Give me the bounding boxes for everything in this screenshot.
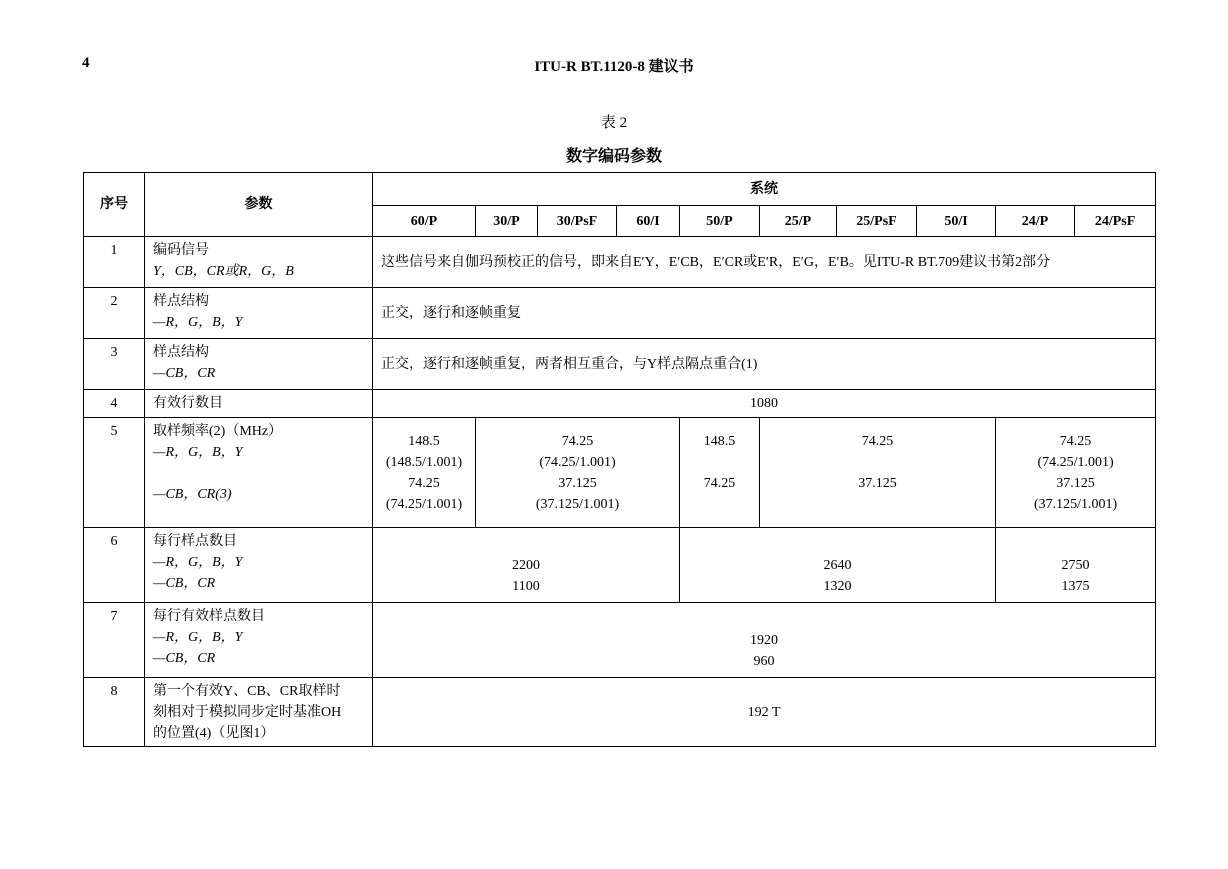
param-line: 每行有效样点数目 bbox=[153, 609, 265, 624]
row-parameter bbox=[145, 603, 373, 678]
row-index: 8 bbox=[84, 678, 145, 747]
value-line: 37.125 bbox=[558, 475, 597, 491]
value-line: (37.125/1.001) bbox=[1033, 496, 1118, 512]
row-parameter bbox=[145, 339, 373, 390]
row-parameter bbox=[145, 288, 373, 339]
value-line: (37.125/1.001) bbox=[535, 496, 620, 512]
param-line: 每行样点数目 bbox=[153, 534, 237, 549]
value-group-50p bbox=[680, 418, 760, 528]
row-parameter: 有效行数目 bbox=[145, 390, 373, 418]
value-line: 1375 bbox=[1061, 578, 1090, 594]
system-col: 50/I bbox=[917, 206, 996, 237]
system-col: 60/P bbox=[373, 206, 476, 237]
value-line: 2750 bbox=[1061, 557, 1090, 573]
row-index: 4 bbox=[84, 390, 145, 418]
param-line: —R，G，B，Y bbox=[153, 445, 243, 460]
row-index: 2 bbox=[84, 288, 145, 339]
system-col: 24/PsF bbox=[1075, 206, 1156, 237]
param-line: 编码信号 bbox=[153, 243, 209, 258]
row-parameter bbox=[145, 418, 373, 528]
value-line: 960 bbox=[753, 653, 775, 669]
row-value: 正交，逐行和逐帧重复，两者相互重合，与Y样点隔点重合(1) bbox=[373, 339, 1156, 390]
system-col: 50/P bbox=[680, 206, 760, 237]
header-parameter: 参数 bbox=[145, 173, 373, 237]
value-line: 74.25 bbox=[861, 433, 894, 449]
param-line: —R，G，B，Y bbox=[153, 630, 243, 645]
value-line: 74.25 bbox=[703, 475, 736, 491]
row-index: 3 bbox=[84, 339, 145, 390]
system-col: 25/PsF bbox=[837, 206, 917, 237]
value-line: 37.125 bbox=[858, 475, 897, 491]
row-index: 1 bbox=[84, 237, 145, 288]
table-row bbox=[84, 390, 1156, 418]
page-number: 4 bbox=[82, 55, 90, 71]
value-group-24-rates bbox=[996, 528, 1156, 603]
value-line: 1320 bbox=[823, 578, 852, 594]
value-line: 148.5 bbox=[703, 433, 736, 449]
table-row bbox=[84, 288, 1156, 339]
header-index: 序号 bbox=[84, 173, 145, 237]
value-line: 1100 bbox=[512, 578, 540, 594]
param-line: —CB，CR bbox=[153, 651, 216, 666]
value-group-30p-60i bbox=[476, 418, 680, 528]
value-line: 74.25 bbox=[1059, 433, 1092, 449]
coding-parameters-table bbox=[83, 172, 1156, 747]
table-row bbox=[84, 678, 1156, 747]
value-group-50-rates bbox=[680, 528, 996, 603]
param-line: —CB，CR(3) bbox=[153, 487, 232, 502]
value-line: (74.25/1.001) bbox=[1037, 454, 1114, 470]
value-line: 148.5 bbox=[408, 433, 440, 449]
table-number: 表 2 bbox=[600, 115, 628, 131]
value-line: (148.5/1.001) bbox=[385, 454, 463, 470]
system-col: 24/P bbox=[996, 206, 1075, 237]
running-title: ITU-R BT.1120-8 建议书 bbox=[534, 59, 694, 75]
table-title: 数字编码参数 bbox=[565, 148, 662, 165]
value-line: (74.25/1.001) bbox=[385, 496, 463, 512]
system-col: 30/P bbox=[476, 206, 538, 237]
row-value bbox=[373, 603, 1156, 678]
value-group-24p bbox=[996, 418, 1156, 528]
param-line: 取样频率(2)（MHz） bbox=[153, 424, 283, 439]
row-value: 这些信号来自伽玛预校正的信号，即来自E′Y，E′CB，E′CR或E′R，E′G，E′B。见ITU-R BT.709建议书第2部分 bbox=[373, 237, 1156, 288]
value-group-60-rates bbox=[373, 528, 680, 603]
row-value: 正交，逐行和逐帧重复 bbox=[373, 288, 1156, 339]
value-line: 1920 bbox=[750, 632, 779, 648]
table-row bbox=[84, 237, 1156, 288]
value-group-25p-50i bbox=[760, 418, 996, 528]
header-system: 系统 bbox=[373, 173, 1156, 206]
param-line: 样点结构 bbox=[153, 345, 209, 360]
table-row bbox=[84, 603, 1156, 678]
value-line: 74.25 bbox=[561, 433, 594, 449]
table-row bbox=[84, 418, 1156, 528]
param-line: —R，G，B，Y bbox=[153, 315, 243, 330]
row-value: 1080 bbox=[373, 390, 1156, 418]
value-line: 2200 bbox=[512, 557, 540, 573]
row-index: 7 bbox=[84, 603, 145, 678]
system-col: 30/PsF bbox=[538, 206, 617, 237]
value-line: 37.125 bbox=[1056, 475, 1095, 491]
param-line: —CB，CR bbox=[153, 366, 216, 381]
system-col: 25/P bbox=[760, 206, 837, 237]
row-index: 5 bbox=[84, 418, 145, 528]
table-row bbox=[84, 339, 1156, 390]
param-line: —R，G，B，Y bbox=[153, 555, 243, 570]
param-line: Y，CB，CR或R，G，B bbox=[153, 264, 294, 279]
param-line: 样点结构 bbox=[153, 294, 209, 309]
value-line: (74.25/1.001) bbox=[539, 454, 616, 470]
param-line: —CB，CR bbox=[153, 576, 216, 591]
param-line: 的位置(4)（见图1） bbox=[153, 726, 275, 741]
row-parameter bbox=[145, 528, 373, 603]
value-line: 74.25 bbox=[408, 475, 440, 491]
row-parameter bbox=[145, 237, 373, 288]
row-index: 6 bbox=[84, 528, 145, 603]
table-row bbox=[84, 528, 1156, 603]
value-group-60p bbox=[373, 418, 476, 528]
row-parameter bbox=[145, 678, 373, 747]
row-value: 192 T bbox=[373, 678, 1156, 747]
param-line: 刻相对于模拟同步定时基准OH bbox=[153, 705, 342, 720]
system-col: 60/I bbox=[617, 206, 680, 237]
value-line: 2640 bbox=[823, 557, 852, 573]
param-line: 第一个有效Y、CB、CR取样时 bbox=[153, 684, 341, 699]
